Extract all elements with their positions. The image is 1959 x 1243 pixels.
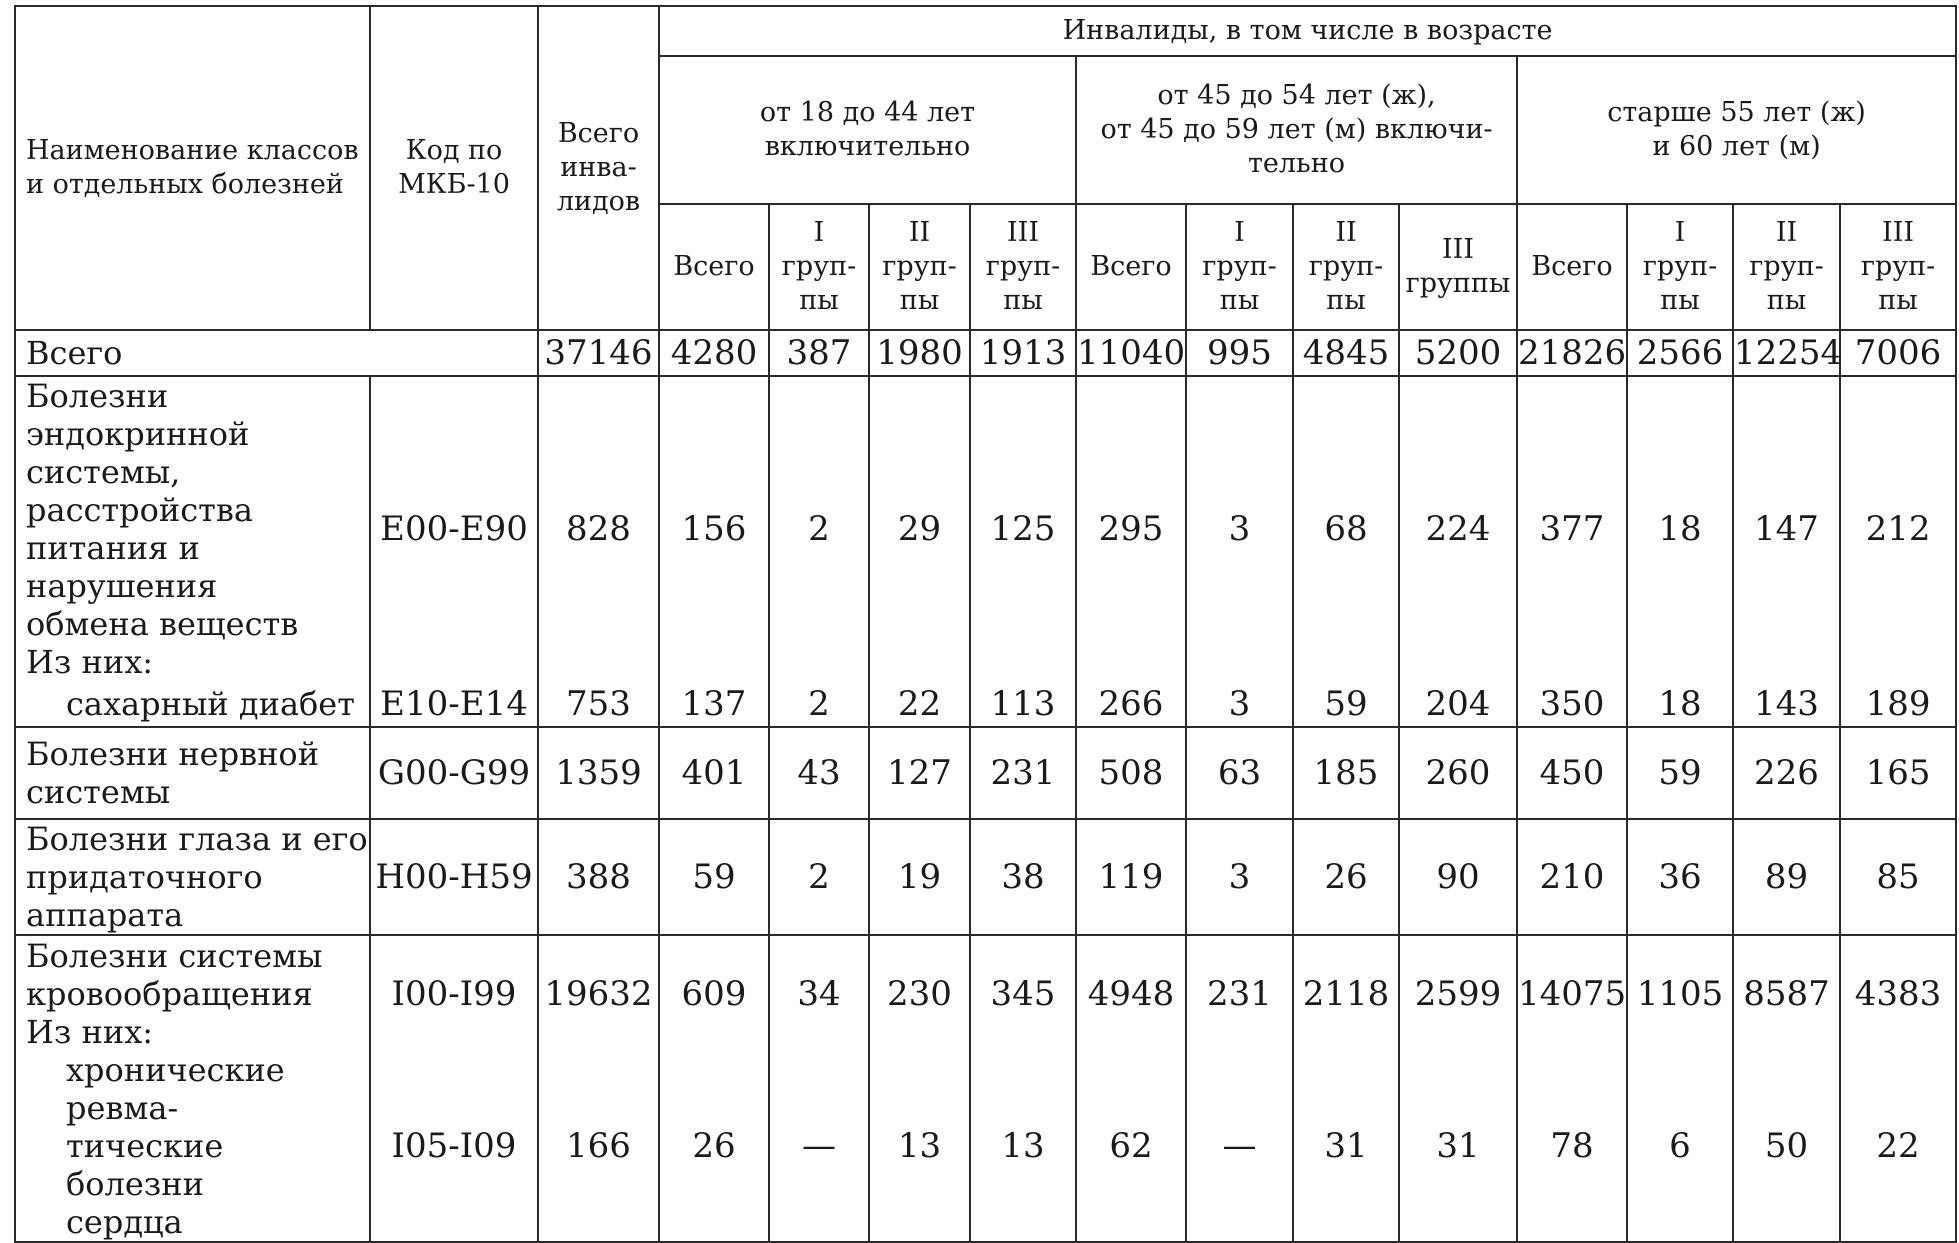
subheader-line: груп- <box>985 251 1061 282</box>
row-total: 1359 <box>538 727 659 819</box>
row-value: — <box>1186 1051 1293 1242</box>
row-value: 26 <box>1293 819 1399 935</box>
disability-table <box>14 5 1957 1243</box>
subheader-group-2 <box>1293 204 1399 330</box>
subheader-group-1 <box>1186 204 1293 330</box>
header-name-col: Наименование классов и отдельных болезней <box>15 6 370 330</box>
row-name <box>15 727 370 819</box>
row-value: 4948 <box>1076 935 1186 1051</box>
row-name-line: Болезни нервной <box>26 735 320 773</box>
row-value: 143 <box>1733 681 1840 727</box>
row-value: 19 <box>869 819 970 935</box>
row-value: 137 <box>659 681 769 727</box>
row-value: 127 <box>869 727 970 819</box>
table-row <box>15 727 1956 819</box>
header-total-line: лидов <box>556 186 641 217</box>
table-row <box>15 1051 1956 1242</box>
row-name <box>15 681 370 727</box>
subheader-line: груп- <box>1749 251 1824 282</box>
row-value: 29 <box>869 376 970 681</box>
row-value: 212 <box>1840 376 1956 681</box>
table-row <box>15 681 1956 727</box>
header-code-col <box>370 6 538 330</box>
row-value: 13 <box>970 1051 1076 1242</box>
row-value: 226 <box>1733 727 1840 819</box>
row-value: 345 <box>970 935 1076 1051</box>
row-name: Всего <box>15 330 538 376</box>
row-name-line: Из них: <box>26 1012 154 1051</box>
row-value: 3 <box>1186 681 1293 727</box>
row-value: 22 <box>1840 1051 1956 1242</box>
row-value: 230 <box>869 935 970 1051</box>
subheader-group-3 <box>970 204 1076 330</box>
row-value: 31 <box>1399 1051 1517 1242</box>
row-value: 62 <box>1076 1051 1186 1242</box>
subheader-line: пы <box>1766 285 1807 316</box>
subheader-group-3 <box>1840 204 1956 330</box>
row-value: 156 <box>659 376 769 681</box>
row-value: 59 <box>1627 727 1733 819</box>
subheader-group-2 <box>869 204 970 330</box>
subheader-line: III <box>1442 234 1474 265</box>
subheader-line: груп- <box>1308 251 1384 282</box>
row-value: 21826 <box>1517 330 1627 376</box>
row-value: 5200 <box>1399 330 1517 376</box>
table-row <box>15 935 1956 1051</box>
row-value: 2 <box>769 681 869 727</box>
row-name-line: хронические ревма- <box>66 1051 285 1127</box>
row-value: 13 <box>869 1051 970 1242</box>
row-value: 2566 <box>1627 330 1733 376</box>
subheader-line: I <box>813 217 825 248</box>
row-value: 14075 <box>1517 935 1627 1051</box>
row-name <box>15 935 370 1051</box>
row-value: — <box>769 1051 869 1242</box>
subheader-group-2 <box>1733 204 1840 330</box>
row-value: 2599 <box>1399 935 1517 1051</box>
row-total: 388 <box>538 819 659 935</box>
header-age-group-1 <box>659 56 1076 204</box>
subheader-line: пы <box>799 285 839 316</box>
row-value: 224 <box>1399 376 1517 681</box>
row-value: 2118 <box>1293 935 1399 1051</box>
row-value: 295 <box>1076 376 1186 681</box>
row-value: 377 <box>1517 376 1627 681</box>
row-value: 26 <box>659 1051 769 1242</box>
row-value: 260 <box>1399 727 1517 819</box>
subheader-line: груп- <box>882 251 957 282</box>
row-value: 147 <box>1733 376 1840 681</box>
row-name-line: сердца <box>66 1203 183 1241</box>
row-value: 401 <box>659 727 769 819</box>
table-row <box>15 330 1956 376</box>
subheader-line: I <box>1234 217 1245 248</box>
table-row <box>15 819 1956 935</box>
row-value: 1913 <box>970 330 1076 376</box>
header-invalids-title: Инвалиды, в том числе в возрасте <box>659 6 1956 56</box>
subheader-line: II <box>1335 217 1357 248</box>
row-name-line: Болезни эндокринной <box>26 377 250 453</box>
row-value: 1105 <box>1627 935 1733 1051</box>
subheader-group-1 <box>769 204 869 330</box>
subheader-line: пы <box>1326 285 1366 316</box>
row-value: 609 <box>659 935 769 1051</box>
subheader-line: I <box>1674 217 1686 248</box>
subheader-group-1 <box>1627 204 1733 330</box>
row-value: 3 <box>1186 376 1293 681</box>
row-name-line: тические болезни <box>66 1127 224 1203</box>
row-total: 19632 <box>538 935 659 1051</box>
subheader-line: группы <box>1405 268 1511 299</box>
age-group-line: старше 55 лет (ж) <box>1607 97 1866 128</box>
subheader-line: пы <box>1219 285 1260 316</box>
row-value: 31 <box>1293 1051 1399 1242</box>
row-value: 185 <box>1293 727 1399 819</box>
header-total-line: Всего <box>557 118 640 149</box>
row-value: 7006 <box>1840 330 1956 376</box>
subheader-group-3 <box>1399 204 1517 330</box>
row-value: 18 <box>1627 376 1733 681</box>
row-name-line: системы <box>26 773 171 811</box>
row-name-line: кровообращения <box>26 974 313 1013</box>
row-value: 90 <box>1399 819 1517 935</box>
row-total: 166 <box>538 1051 659 1242</box>
row-value: 165 <box>1840 727 1956 819</box>
row-name-line: обмена веществ <box>26 605 299 643</box>
subheader-line: груп- <box>781 251 857 282</box>
row-name <box>15 819 370 935</box>
row-value: 4845 <box>1293 330 1399 376</box>
subheader-total: Всего <box>1076 204 1186 330</box>
row-name <box>15 1051 370 1242</box>
row-value: 63 <box>1186 727 1293 819</box>
row-value: 3 <box>1186 819 1293 935</box>
row-code: I05-I09 <box>370 1051 538 1242</box>
row-value: 266 <box>1076 681 1186 727</box>
row-value: 113 <box>970 681 1076 727</box>
row-name-line: сахарный диабет <box>66 684 355 723</box>
row-value: 125 <box>970 376 1076 681</box>
row-total: 753 <box>538 681 659 727</box>
row-value: 22 <box>869 681 970 727</box>
row-value: 43 <box>769 727 869 819</box>
subheader-line: пы <box>1878 285 1918 316</box>
row-value: 12254 <box>1733 330 1840 376</box>
row-value: 85 <box>1840 819 1956 935</box>
subheader-line: III <box>1882 217 1915 248</box>
row-name-line: Болезни глаза и его <box>26 820 368 858</box>
row-name-line: питания и нарушения <box>26 529 218 605</box>
subheader-line: груп- <box>1202 251 1277 282</box>
row-name <box>15 376 370 681</box>
row-value: 38 <box>970 819 1076 935</box>
subheader-line: груп- <box>1860 251 1936 282</box>
row-value: 78 <box>1517 1051 1627 1242</box>
row-value: 68 <box>1293 376 1399 681</box>
row-code: H00-H59 <box>370 819 538 935</box>
row-code: I00-I99 <box>370 935 538 1051</box>
row-value: 4280 <box>659 330 769 376</box>
age-group-line: от 45 до 59 лет (м) включи- <box>1100 114 1493 145</box>
subheader-line: III <box>1007 217 1039 248</box>
row-value: 1980 <box>869 330 970 376</box>
row-value: 34 <box>769 935 869 1051</box>
age-group-line: от 18 до 44 лет включительно <box>759 97 976 162</box>
row-value: 11040 <box>1076 330 1186 376</box>
subheader-line: груп- <box>1642 251 1718 282</box>
row-value: 350 <box>1517 681 1627 727</box>
row-value: 36 <box>1627 819 1733 935</box>
header-age-group-2 <box>1076 56 1517 204</box>
row-value: 4383 <box>1840 935 1956 1051</box>
age-group-line: тельно <box>1247 148 1346 179</box>
row-value: 8587 <box>1733 935 1840 1051</box>
row-value: 204 <box>1399 681 1517 727</box>
age-group-line: от 45 до 54 лет (ж), <box>1157 80 1436 111</box>
header-age-group-3 <box>1517 56 1956 204</box>
subheader-line: II <box>908 217 931 248</box>
table-row <box>15 376 1956 681</box>
row-value: 450 <box>1517 727 1627 819</box>
header-total-col <box>538 6 659 330</box>
row-value: 210 <box>1517 819 1627 935</box>
row-value: 231 <box>1186 935 1293 1051</box>
row-value: 2 <box>769 819 869 935</box>
subheader-total: Всего <box>1517 204 1627 330</box>
subheader-line: II <box>1775 217 1798 248</box>
age-group-line: и 60 лет (м) <box>1652 131 1821 162</box>
header-code-line: Код по <box>405 135 503 166</box>
row-value: 6 <box>1627 1051 1733 1242</box>
row-value: 89 <box>1733 819 1840 935</box>
row-total: 37146 <box>538 330 659 376</box>
row-name-line: системы, расстройства <box>26 453 253 529</box>
row-name-line: Болезни системы <box>26 936 323 975</box>
row-value: 59 <box>659 819 769 935</box>
header-code-line: МКБ-10 <box>398 169 510 200</box>
row-total: 828 <box>538 376 659 681</box>
row-value: 508 <box>1076 727 1186 819</box>
table-container <box>14 5 1957 1243</box>
row-name-line: придаточного аппарата <box>26 858 263 934</box>
row-name-line: Из них: <box>26 643 154 681</box>
row-value: 50 <box>1733 1051 1840 1242</box>
row-value: 59 <box>1293 681 1399 727</box>
row-value: 2 <box>769 376 869 681</box>
subheader-line: пы <box>1660 285 1700 316</box>
row-code: E10-E14 <box>370 681 538 727</box>
row-value: 119 <box>1076 819 1186 935</box>
row-code: E00-E90 <box>370 376 538 681</box>
row-value: 995 <box>1186 330 1293 376</box>
subheader-total: Всего <box>659 204 769 330</box>
row-value: 387 <box>769 330 869 376</box>
subheader-line: пы <box>899 285 940 316</box>
subheader-line: пы <box>1003 285 1043 316</box>
row-value: 231 <box>970 727 1076 819</box>
header-total-line: инва- <box>560 152 637 183</box>
row-value: 189 <box>1840 681 1956 727</box>
row-code: G00-G99 <box>370 727 538 819</box>
row-value: 18 <box>1627 681 1733 727</box>
